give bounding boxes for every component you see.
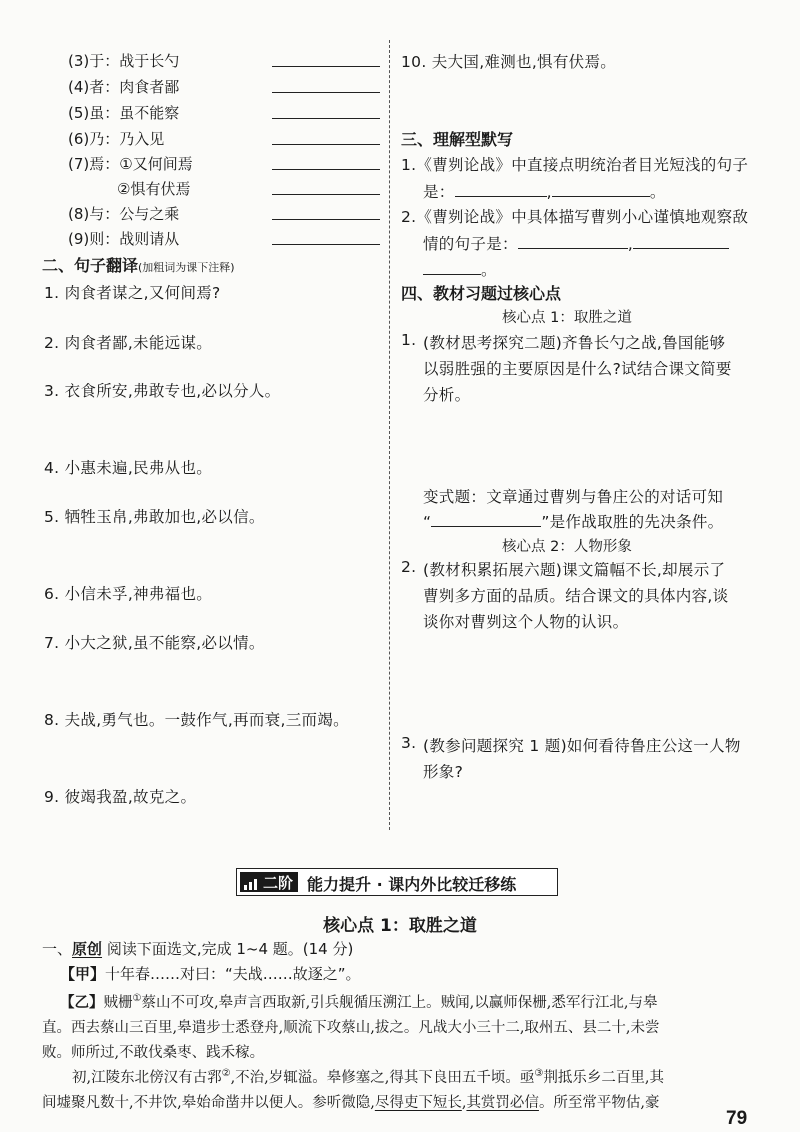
section-heading: 四、教材习题过核心点 (401, 284, 562, 303)
answer-line[interactable] (272, 144, 380, 145)
exercise-line: (教材积累拓展六题)课文篇幅不长,却展示了 (423, 561, 726, 579)
variant-answer-row: “ ”是作战取胜的先决条件。 (423, 513, 724, 531)
answer-blank[interactable] (518, 233, 628, 249)
answer-line[interactable] (272, 194, 380, 195)
answer-line[interactable] (272, 66, 380, 67)
recite-answer-row: 是： , 。 (423, 183, 666, 201)
answer-line[interactable] (272, 219, 380, 220)
recite-answer-row: 。 (423, 258, 497, 280)
answer-blank[interactable] (431, 511, 541, 527)
passage-yi-line: 初,江陵东北傍汉有古郛②,不治,岁辄溢。皋修塞之,得其下良田五千顷。亟③荆抵乐乡二百里,其 (72, 1068, 664, 1086)
exercise-line: 谈你对曹刿这个人物的认识。 (423, 613, 629, 631)
core-point-heading: 核心点 1：取胜之道 (323, 916, 477, 936)
translation-item: 10. 夫大国,难测也,惧有伏焉。 (401, 53, 617, 71)
translation-item: 8. 夫战,勇气也。一鼓作气,再而衰,三而竭。 (44, 711, 349, 729)
translation-item: 9. 彼竭我盈,故克之。 (44, 788, 197, 806)
vocab-item: (8)与：公与之乘 (68, 205, 180, 223)
passage-yi-line: 【乙】贼栅①蔡山不可攻,皋声言西取新,引兵舰循压溯江上。贼闻,以赢师保栅,悉军行江北,与皋 (60, 993, 658, 1011)
answer-blank[interactable] (423, 259, 481, 275)
level-banner (236, 868, 558, 896)
core-point-heading: 核心点 2：人物形象 (502, 539, 632, 555)
exercise-line: 分析。 (423, 386, 471, 404)
translation-item: 4. 小惠未遍,民弗从也。 (44, 459, 213, 477)
underlined-phrase: 其赏罚必信 (466, 1095, 539, 1111)
answer-line[interactable] (272, 92, 380, 93)
section-heading: 三、理解型默写 (401, 130, 514, 149)
exercise-line: 形象? (423, 763, 464, 781)
exercise-line: (教参问题探究 1 题)如何看待鲁庄公这一人物 (423, 737, 741, 755)
banner-title: 能力提升 · 课内外比较迁移练 (307, 875, 517, 894)
passage-jia: 【甲】十年春……对曰：“夫战……故逐之”。 (60, 965, 361, 983)
translation-item: 2. 肉食者鄙,未能远谋。 (44, 334, 213, 352)
core-point-heading: 核心点 1：取胜之道 (502, 310, 632, 326)
passage-yi-line: 败。师所过,不敢伐桑枣、践禾稼。 (42, 1045, 265, 1061)
translation-item: 3. 衣食所安,弗敢专也,必以分人。 (44, 382, 281, 400)
exercise-line: 曹刿多方面的品质。结合课文的具体内容,谈 (423, 587, 729, 605)
vocab-item: (9)则：战则请从 (68, 230, 180, 248)
bar-chart-icon (244, 879, 257, 890)
variant-question: 变式题：文章通过曹刿与鲁庄公的对话可知 (423, 488, 724, 506)
recite-question-1: 1.《曹刿论战》中直接点明统治者目光短浅的句子 (401, 156, 749, 174)
answer-blank[interactable] (552, 181, 650, 197)
exercise-number: 3. (401, 734, 417, 752)
exercise-line: 以弱胜强的主要原因是什么?试结合课文简要 (423, 360, 732, 378)
page-number: 79 (726, 1108, 748, 1129)
column-divider (389, 40, 390, 830)
passage-yi-line: 间墟聚凡数十,不井饮,皋始命凿井以便人。参听微隐,尽得吏下短长,其赏罚必信。所至常平物估,豪 (42, 1095, 660, 1111)
answer-blank[interactable] (455, 181, 547, 197)
exercise-number: 2. (401, 558, 417, 576)
vocab-item: (5)虽：虽不能察 (68, 104, 180, 122)
answer-line[interactable] (272, 244, 380, 245)
translation-item: 6. 小信未孚,神弗福也。 (44, 585, 213, 603)
reading-task: 一、原创 阅读下面选文,完成 1~4 题。(14 分) (42, 940, 354, 958)
exercise-line: (教材思考探究二题)齐鲁长勺之战,鲁国能够 (423, 334, 726, 352)
vocab-item: ②惧有伏焉 (117, 180, 191, 198)
vocab-item: (6)乃：乃入见 (68, 130, 165, 148)
section-heading: 二、句子翻译(加粗词为课下注释) (42, 256, 235, 275)
answer-line[interactable] (272, 169, 380, 170)
recite-question-2: 2.《曹刿论战》中具体描写曹刿小心谨慎地观察敌 (401, 208, 749, 226)
vocab-item: (4)者：肉食者鄙 (68, 78, 180, 96)
exercise-number: 1. (401, 331, 417, 349)
translation-item: 7. 小大之狱,虽不能察,必以情。 (44, 634, 265, 652)
answer-blank[interactable] (633, 233, 729, 249)
answer-line[interactable] (272, 118, 380, 119)
passage-yi-line: 直。西去蔡山三百里,皋遣步士悉登舟,顺流下攻蔡山,拔之。凡战大小三十二,取州五、县二十,未尝 (42, 1020, 660, 1036)
level-badge: 二阶 (240, 872, 298, 892)
recite-answer-row: 情的句子是： , (423, 232, 729, 254)
original-tag: 原创 (72, 940, 103, 958)
vocab-item: (3)于：战于长勺 (68, 52, 180, 70)
underlined-phrase: 尽得吏下短长 (374, 1095, 462, 1111)
translation-item: 5. 牺牲玉帛,弗敢加也,必以信。 (44, 508, 265, 526)
vocab-item: (7)焉：①又何间焉 (68, 155, 193, 173)
translation-item: 1. 肉食者谋之,又何间焉? (44, 284, 221, 302)
